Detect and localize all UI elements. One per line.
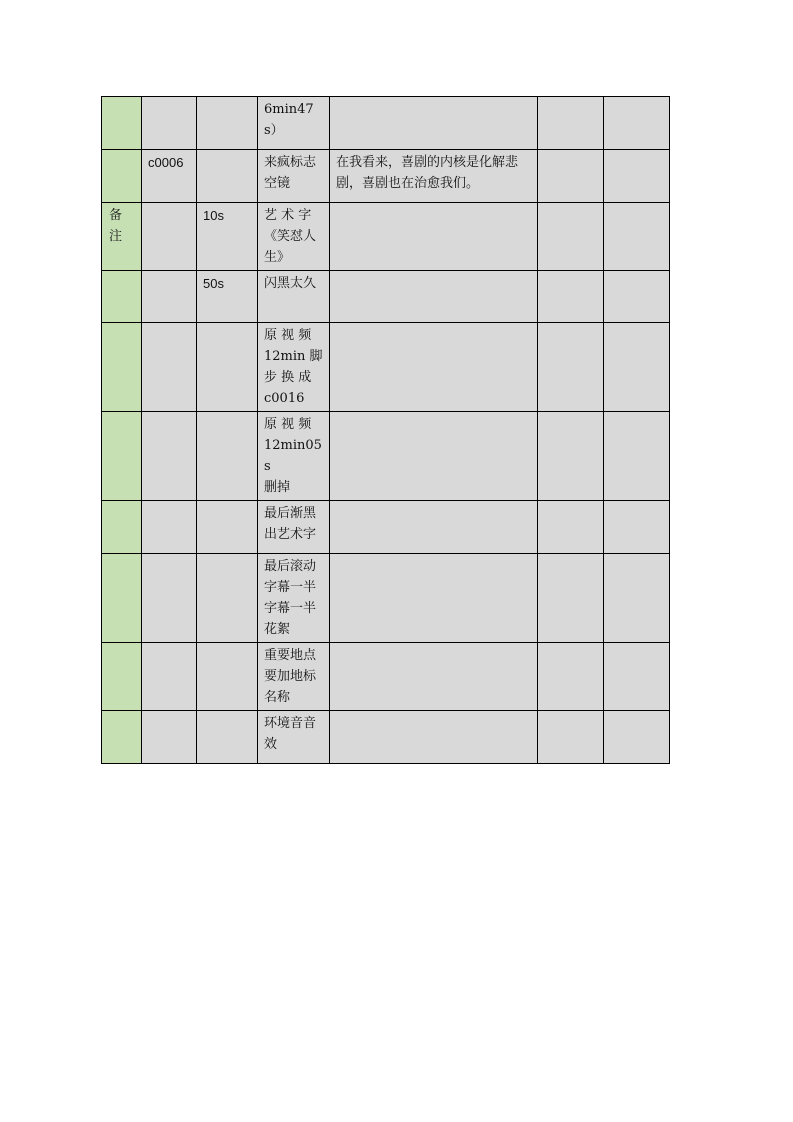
extra-cell-1 [538,554,604,643]
shot-id-cell [142,711,197,764]
extra-cell-2 [604,203,670,271]
extra-cell-1 [538,711,604,764]
row-label-cell [102,97,142,150]
extra-cell-1 [538,412,604,501]
extra-cell-2 [604,150,670,203]
note-cell [258,203,330,271]
row-label-cell [102,150,142,203]
extra-cell-2 [604,412,670,501]
cell-text: 原 视 频 12min05s 删掉 [264,417,322,495]
cell-text: c0006 [148,155,184,170]
note-cell [258,643,330,711]
shot-id-cell [142,643,197,711]
extra-cell-1 [538,271,604,323]
row-label-cell [102,643,142,711]
extra-cell-2 [604,501,670,554]
duration-cell [197,150,258,203]
dialogue-cell [330,97,538,150]
duration-cell [197,271,258,323]
cell-text: 艺 术 字 《笑怼人 生》 [264,208,317,265]
script-table [101,96,670,764]
note-cell [258,150,330,203]
dialogue-cell [330,643,538,711]
row-label-cell [102,271,142,323]
cell-text: 重要地点 要加地标 名称 [264,648,317,705]
dialogue-cell [330,412,538,501]
cell-text: 环境音音 效 [264,716,317,752]
shot-id-cell [142,271,197,323]
note-cell [258,271,330,323]
table-row [102,711,670,764]
table-row [102,203,670,271]
dialogue-cell [330,203,538,271]
row-label-cell [102,711,142,764]
extra-cell-1 [538,203,604,271]
note-cell [258,554,330,643]
extra-cell-2 [604,323,670,412]
table-row [102,501,670,554]
note-cell [258,412,330,501]
row-label-cell [102,501,142,554]
dialogue-cell [330,323,538,412]
dialogue-cell [330,150,538,203]
table-row [102,412,670,501]
shot-id-cell [142,203,197,271]
extra-cell-2 [604,643,670,711]
note-cell [258,323,330,412]
extra-cell-1 [538,323,604,412]
shot-id-cell [142,501,197,554]
extra-cell-1 [538,150,604,203]
duration-cell [197,203,258,271]
cell-text: 来疯标志 空镜 [264,155,317,191]
duration-cell [197,554,258,643]
duration-cell [197,711,258,764]
shot-id-cell [142,323,197,412]
extra-cell-1 [538,501,604,554]
row-label-cell [102,554,142,643]
cell-text: 10s [203,208,224,223]
dialogue-cell [330,271,538,323]
cell-text: 闪黑太久 [264,276,317,291]
table-row [102,271,670,323]
dialogue-cell [330,501,538,554]
duration-cell [197,323,258,412]
extra-cell-1 [538,97,604,150]
row-label-cell [102,412,142,501]
dialogue-cell [330,711,538,764]
duration-cell [197,643,258,711]
shot-id-cell [142,412,197,501]
extra-cell-2 [604,97,670,150]
dialogue-cell [330,554,538,643]
cell-text: 原 视 频 12min 脚 步 换 成 c0016 [264,328,323,406]
note-cell [258,711,330,764]
cell-text: 在我看来，喜剧的内核是化解悲 剧，喜剧也在治愈我们。 [336,155,519,191]
table-row [102,554,670,643]
cell-text: 最后滚动 字幕一半 字幕一半 花絮 [264,559,317,637]
extra-cell-2 [604,271,670,323]
cell-text: 6min47s） [264,102,314,138]
extra-cell-2 [604,554,670,643]
extra-cell-1 [538,643,604,711]
duration-cell [197,501,258,554]
note-cell [258,97,330,150]
extra-cell-2 [604,711,670,764]
script-table-body [102,97,670,764]
duration-cell [197,97,258,150]
shot-id-cell [142,150,197,203]
cell-text: 最后渐黑 出艺术字 [264,506,317,542]
table-row [102,323,670,412]
shot-id-cell [142,554,197,643]
table-row [102,150,670,203]
shot-id-cell [142,97,197,150]
cell-text: 备 注 [109,208,123,244]
row-label-cell [102,203,142,271]
table-row [102,97,670,150]
cell-text: 50s [203,276,224,291]
duration-cell [197,412,258,501]
row-label-cell [102,323,142,412]
table-row [102,643,670,711]
note-cell [258,501,330,554]
